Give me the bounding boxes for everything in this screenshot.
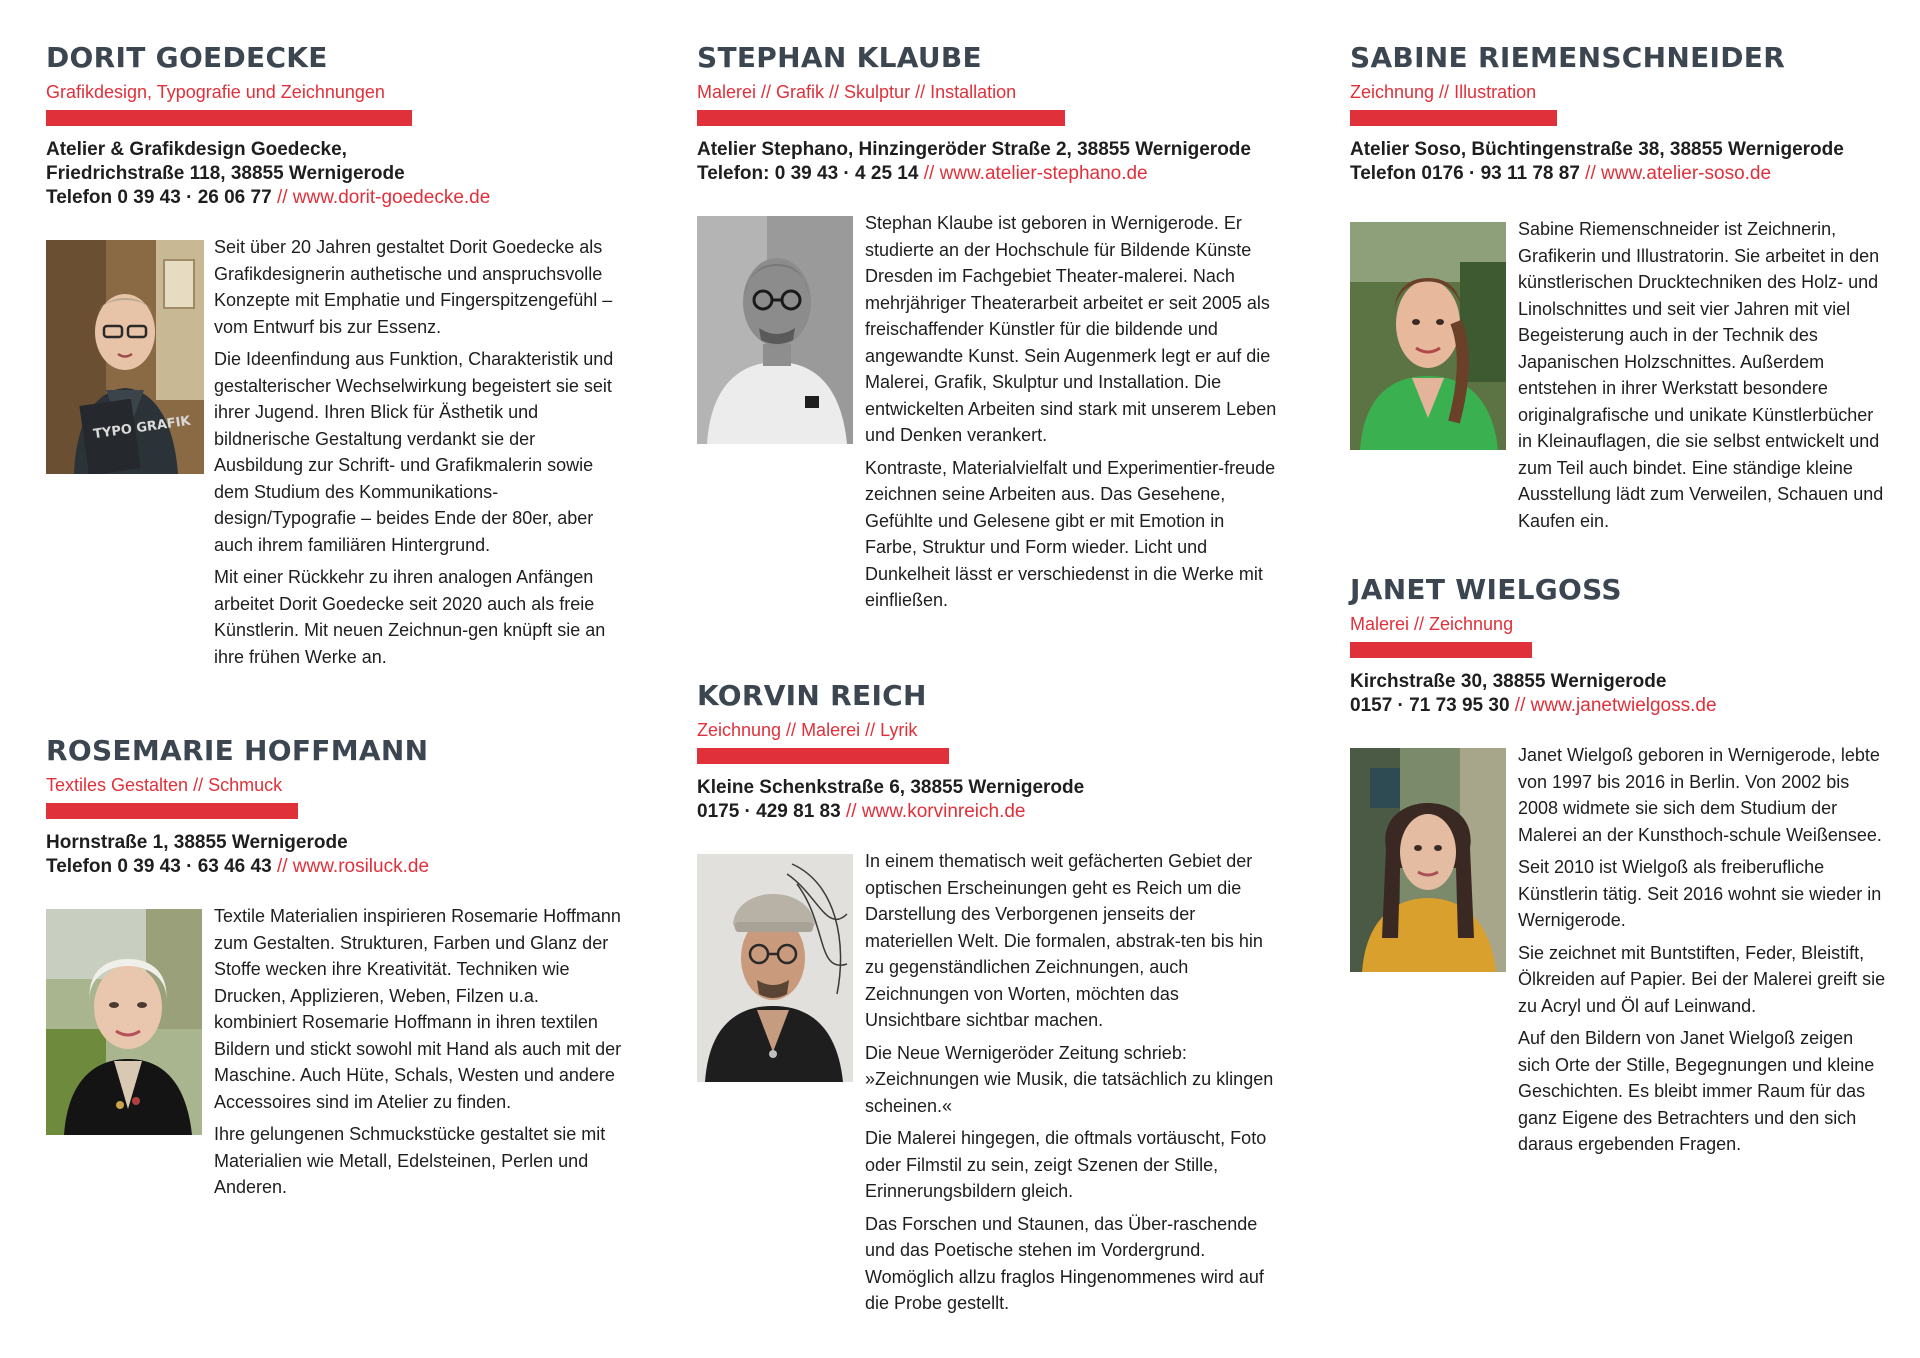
artist-bio bbox=[865, 210, 1277, 620]
artist-rosemarie-hoffmann bbox=[46, 733, 621, 1253]
bio-paragraph: Mit einer Rückkehr zu ihren analogen Anfängen arbeitet Dorit Goedecke seit 2020 auch als freie Künstlerin. Mit neuen Zeichnun-gen knüpft sie an ihre frühen Werke an. bbox=[214, 567, 606, 667]
website-link[interactable]: www.atelier-soso.de bbox=[1601, 163, 1772, 184]
website-link[interactable]: www.dorit-goedecke.de bbox=[292, 187, 491, 208]
artist-photo bbox=[1350, 222, 1506, 450]
address-line-2: Friedrichstraße 118, 38855 Wernigerode bbox=[46, 163, 405, 184]
artist-photo bbox=[46, 909, 202, 1135]
artist-sabine-riemenschneider bbox=[1350, 40, 1890, 540]
accent-bar bbox=[46, 110, 412, 126]
bio-paragraph: Die Malerei hingegen, die oftmals vortäuscht, Foto oder Filmstil zu sein, zeigt Szenen der Stille, Erinnerungsbildern gleich. bbox=[865, 1128, 1267, 1201]
contact-block bbox=[697, 776, 1084, 824]
bio-paragraph: Ihre gelungenen Schmuckstücke gestaltet sie mit Materialien wie Metall, Edelsteinen, Perlen und Anderen. bbox=[214, 1124, 606, 1197]
bio-paragraph: Janet Wielgoß geboren in Wernigerode, lebte von 1997 bis 2016 in Berlin. Von 2002 bis 2008 widmete sie sich dem Studium der Malerei an der Kunsthoch-schule Weißensee. bbox=[1518, 745, 1882, 845]
phone-number: Telefon 0176 · 93 11 78 87 bbox=[1350, 163, 1580, 184]
phone-line bbox=[697, 800, 1084, 824]
artist-janet-wielgoss bbox=[1350, 572, 1890, 1212]
artist-disciplines: Malerei // Grafik // Skulptur // Installation bbox=[697, 82, 1017, 102]
address-line-1: Kirchstraße 30, 38855 Wernigerode bbox=[1350, 671, 1667, 692]
website-link[interactable]: www.rosiluck.de bbox=[292, 856, 430, 877]
address-line-1: Atelier Soso, Büchtingenstraße 38, 38855 Wernigerode bbox=[1350, 139, 1844, 160]
artist-disciplines: Textiles Gestalten // Schmuck bbox=[46, 775, 283, 795]
phone-number: Telefon 0 39 43 · 26 06 77 bbox=[46, 187, 272, 208]
artist-photo bbox=[697, 854, 853, 1082]
accent-bar bbox=[1350, 642, 1532, 658]
phone-line bbox=[46, 855, 429, 879]
accent-bar bbox=[697, 110, 1065, 126]
phone-number: 0175 · 429 81 83 bbox=[697, 801, 841, 822]
artist-disciplines: Grafikdesign, Typografie und Zeichnungen bbox=[46, 82, 385, 102]
bio-paragraph: Stephan Klaube ist geboren in Wernigerode. Er studierte an der Hochschule für Bildende Künste Dresden im Fachgebiet Theater-malerei. Nach mehrjähriger Theaterarbeit arbeitet er seit 2005 als freischaffender Künstler für die bildende und angewandte Kunst. Sein Augenmerk legt er auf die Malerei, Grafik, Skulptur und Installation. Die entwickelten Arbeiten sind stark mit unserem Leben und Denken verankert. bbox=[865, 213, 1277, 445]
phone-number: Telefon 0 39 43 · 63 46 43 bbox=[46, 856, 272, 877]
bio-paragraph: Seit 2010 ist Wielgoß als freiberufliche Künstlerin tätig. Seit 2016 wohnt sie wieder in Wernigerode. bbox=[1518, 857, 1882, 930]
photo-book-title: TYPO GRAFIK bbox=[92, 413, 192, 443]
accent-bar bbox=[46, 803, 298, 819]
bio-paragraph: Sabine Riemenschneider ist Zeichnerin, Grafikerin und Illustratorin. Sie arbeitet in den künstlerischen Drucktechniken des Holz- und Linolschnittes und seit vier Jahren mit viel Begeisterung auch in der Technik des Japanischen Holzschnittes. Außerdem entstehen in ihrer Werkstatt besondere originalgrafische und unikate Künstlerbücher in Kleinauflagen, die sie selbst entwickelt und zum Teil auch bindet. Eine ständige kleine Ausstellung lädt zum Verweilen, Schauen und Kaufen ein. bbox=[1518, 219, 1884, 531]
artist-bio bbox=[865, 848, 1277, 1323]
artist-name: SABINE RIEMENSCHNEIDER bbox=[1350, 41, 1786, 74]
phone-line bbox=[1350, 694, 1717, 718]
separator: // bbox=[271, 187, 293, 208]
artist-bio bbox=[1518, 216, 1890, 540]
website-link[interactable]: www.janetwielgoss.de bbox=[1530, 695, 1717, 716]
artist-photo bbox=[1350, 748, 1506, 972]
contact-block bbox=[46, 138, 490, 210]
separator: // bbox=[840, 801, 862, 822]
artist-name: JANET WIELGOSS bbox=[1350, 573, 1622, 606]
artist-name: ROSEMARIE HOFFMANN bbox=[46, 734, 429, 767]
artist-disciplines: Malerei // Zeichnung bbox=[1350, 614, 1514, 634]
bio-paragraph: Die Ideenfindung aus Funktion, Charakteristik und gestalterischer Wechselwirkung begeistert sie seit ihrer Jugend. Ihren Blick für Ästhetik und bildnerische Gestaltung verdankt sie der Ausbildung zur Schrift- und Grafikmalerin sowie dem Studium des Kommunikations-design/Typografie – beides Ende der 80er, aber auch ihrem familiären Hintergrund. bbox=[214, 349, 614, 555]
separator: // bbox=[271, 856, 293, 877]
bio-paragraph: Auf den Bildern von Janet Wielgoß zeigen sich Orte der Stille, Begegnungen und kleine Geschichten. Es bleibt immer Raum für das ganz Eigene des Betrachters und den sich daraus ergebenden Fragen. bbox=[1518, 1028, 1875, 1154]
address-line-1: Atelier Stephano, Hinzingeröder Straße 2, 38855 Wernigerode bbox=[697, 139, 1251, 160]
address-line-1: Atelier & Grafikdesign Goedecke, bbox=[46, 139, 347, 160]
bio-paragraph: Textile Materialien inspirieren Rosemarie Hoffmann zum Gestalten. Strukturen, Farben und Glanz der Stoffe wecken ihre Kreativität. Techniken wie Drucken, Applizieren, Weben, Filzen u.a. kombiniert Rosemarie Hoffmann in ihren textilen Bildern und stickt sowohl mit Hand als auch mit der Maschine. Auch Hüte, Schals, Westen und andere Accessoires sind im Atelier zu finden. bbox=[214, 906, 622, 1112]
website-link[interactable]: www.korvinreich.de bbox=[861, 801, 1026, 822]
bio-paragraph: Das Forschen und Staunen, das Über-raschende und das Poetische stehen im Vordergrund. Womöglich allzu fraglos Hingenommenes wird auf die Probe gestellt. bbox=[865, 1213, 1264, 1313]
artist-korvin-reich bbox=[697, 678, 1277, 1318]
artist-photo bbox=[697, 216, 853, 444]
phone-line bbox=[697, 162, 1251, 186]
separator: // bbox=[1509, 695, 1531, 716]
artist-bio bbox=[1518, 742, 1890, 1164]
address-line-1: Hornstraße 1, 38855 Wernigerode bbox=[46, 832, 348, 853]
bio-paragraph: Sie zeichnet mit Buntstiften, Feder, Bleistift, Ölkreiden auf Papier. Bei der Malerei greift sie zu Acryl und Öl auf Leinwand. bbox=[1518, 942, 1886, 1016]
phone-number: Telefon: 0 39 43 · 4 25 14 bbox=[697, 163, 919, 184]
bio-paragraph: Kontraste, Materialvielfalt und Experimentier-freude zeichnen seine Arbeiten aus. Das Gesehene, Gefühlte und Gelesene gibt er mit Emotion in Farbe, Struktur und Form wieder. Licht und Dunkelheit lässt er verschiedenst in die Werke mit einfließen. bbox=[865, 457, 1276, 610]
phone-line bbox=[1350, 162, 1844, 186]
artist-stephan-klaube bbox=[697, 40, 1277, 640]
contact-block bbox=[46, 831, 429, 879]
bio-paragraph: In einem thematisch weit gefächerten Gebiet der optischen Erscheinungen geht es Reich um die Darstellung des Verborgenen jenseits der materiellen Welt. Die formalen, abstrak-ten bis hin zu gegenständlichen Zeichnungen, auch Zeichnungen von Worten, möchten das Unsichtbare sichtbar machen. bbox=[865, 851, 1263, 1030]
address-line-1: Kleine Schenkstraße 6, 38855 Wernigerode bbox=[697, 777, 1085, 798]
phone-line bbox=[46, 186, 490, 210]
phone-number: 0157 · 71 73 95 30 bbox=[1350, 695, 1510, 716]
website-link[interactable]: www.atelier-stephano.de bbox=[939, 163, 1148, 184]
artist-photo bbox=[46, 240, 204, 474]
accent-bar bbox=[697, 748, 949, 764]
separator: // bbox=[1579, 163, 1602, 184]
separator: // bbox=[918, 163, 940, 184]
artist-disciplines: Zeichnung // Malerei // Lyrik bbox=[697, 720, 918, 740]
artist-name: DORIT GOEDECKE bbox=[46, 41, 328, 74]
contact-block bbox=[697, 138, 1251, 186]
artist-name: KORVIN REICH bbox=[697, 679, 927, 712]
artist-name: STEPHAN KLAUBE bbox=[697, 41, 982, 74]
contact-block bbox=[1350, 670, 1717, 718]
contact-block bbox=[1350, 138, 1844, 186]
bio-paragraph: Seit über 20 Jahren gestaltet Dorit Goedecke als Grafikdesignerin authetische und anspruchsvolle Konzepte mit Emphatie und Fingerspitzengefühl – vom Entwurf bis zur Essenz. bbox=[214, 237, 613, 337]
artist-bio bbox=[214, 903, 626, 1207]
accent-bar bbox=[1350, 110, 1557, 126]
artist-dorit-goedecke bbox=[46, 40, 621, 700]
artist-disciplines: Zeichnung // Illustration bbox=[1350, 82, 1537, 102]
bio-paragraph: Die Neue Wernigeröder Zeitung schrieb: »Zeichnungen wie Musik, die tatsächlich zu klingen scheinen.« bbox=[865, 1042, 1274, 1116]
artist-bio bbox=[214, 234, 626, 676]
